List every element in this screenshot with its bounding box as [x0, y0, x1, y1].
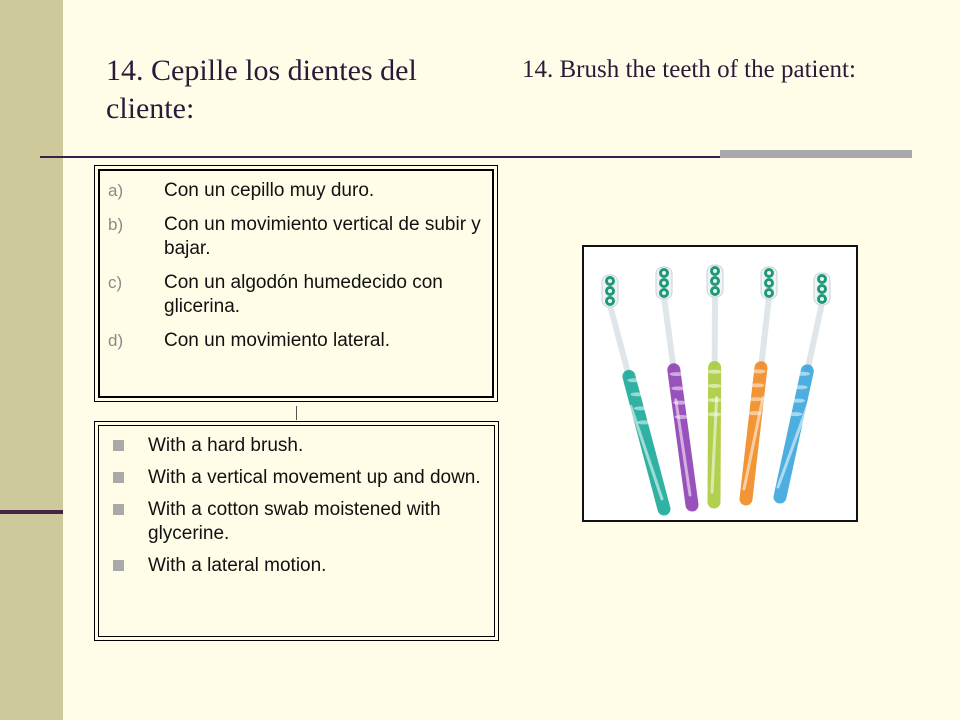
left-decorative-strip: [0, 0, 63, 720]
option-text: Con un movimiento lateral.: [164, 330, 390, 351]
toothbrush: [778, 273, 830, 497]
list-item: [108, 213, 490, 261]
list-item: [108, 179, 490, 203]
toothbrushes-icon: [584, 247, 856, 520]
english-options-list: [113, 434, 493, 586]
option-marker: c): [108, 273, 123, 292]
spanish-options-list: [108, 179, 490, 363]
list-item: [108, 271, 490, 319]
list-item: [113, 498, 493, 546]
list-item: [113, 554, 493, 578]
toothbrushes-image: [582, 245, 858, 522]
english-options-inner-border: [98, 425, 495, 637]
spanish-options-box: [94, 165, 498, 402]
option-text: With a vertical movement up and down.: [148, 467, 481, 488]
toothbrush: [707, 265, 723, 502]
title-divider-accent: [720, 150, 912, 158]
option-text: Con un cepillo muy duro.: [164, 180, 375, 201]
left-strip-accent-bar: [0, 510, 63, 514]
option-text: With a lateral motion.: [148, 555, 327, 576]
option-marker: d): [108, 331, 124, 350]
option-text: Con un algodón humedecido con glicerina.: [164, 272, 443, 317]
option-text: With a hard brush.: [148, 435, 304, 456]
title-spanish: 14. Cepille los dientes del cliente:: [106, 54, 417, 125]
option-text: Con un movimiento vertical de subir y bajar.: [164, 214, 481, 259]
english-options-box: [94, 421, 499, 641]
square-bullet-icon: [113, 440, 124, 451]
option-marker: a): [108, 181, 124, 200]
list-item: [113, 466, 493, 490]
box-connector-line: [296, 406, 297, 420]
square-bullet-icon: [113, 560, 124, 571]
option-marker: b): [108, 215, 124, 234]
square-bullet-icon: [113, 504, 124, 515]
list-item: [108, 329, 490, 353]
toothbrush: [744, 267, 777, 499]
toothbrush: [656, 267, 692, 505]
square-bullet-icon: [113, 472, 124, 483]
title-english: 14. Brush the teeth of the patient:: [522, 56, 856, 83]
list-item: [113, 434, 493, 458]
spanish-options-inner-border: [98, 169, 494, 398]
option-text: With a cotton swab moistened with glycerine.: [148, 499, 441, 544]
toothbrush: [602, 275, 664, 509]
